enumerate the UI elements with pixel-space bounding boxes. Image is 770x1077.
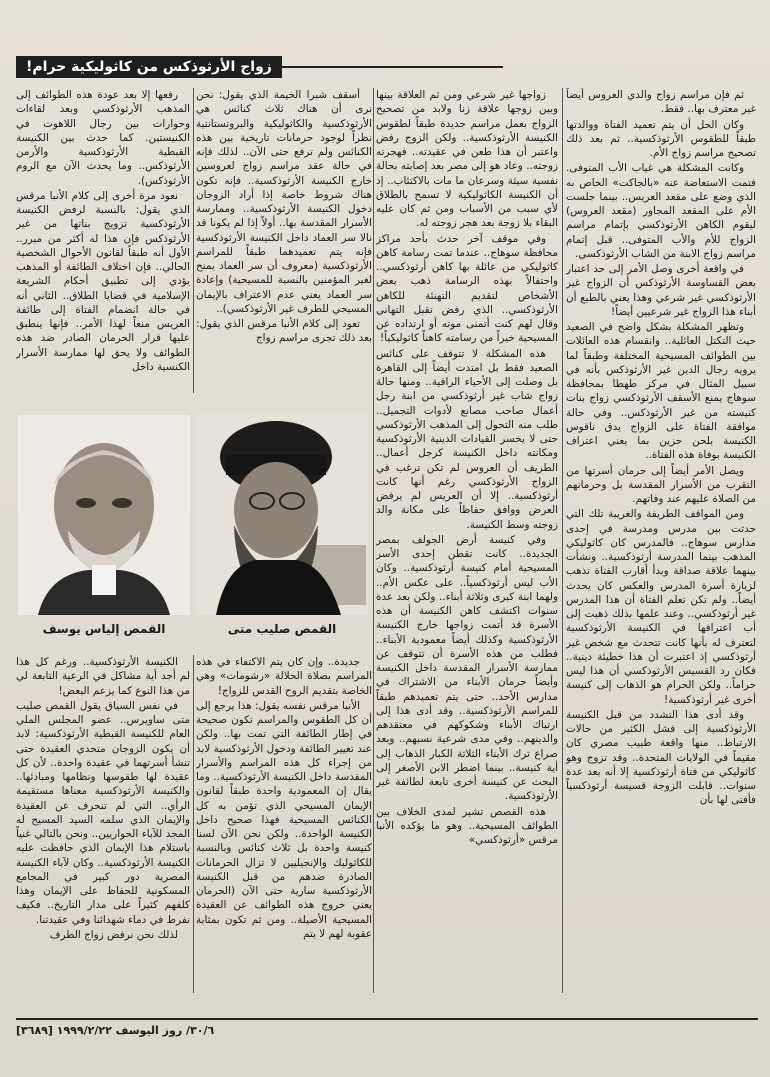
article-paragraph: هذه المشكلة لا تتوقف على كنائس الصعيد فقط بل امتدت أيضاً إلى القاهرة بل وصلت إلى الأحياء الراقية.. ومنها حالة زواج شاب غير أرثوذكسي من ابنة رجل أعمال صاحب مصانع لأدوات التجميل.. طلب منه التحول إلى المذهب الأرثوذكسي حتى لا يخسر القيادات الدينية الأرثوذكسية ومكانته داخل الكنيسة كرجل أعمال.. الطريف أن العروس لم تكن ترغب في الزواج الأرثوذكسي رغم أنها كانت أرثوذكسية.. إلا أن العريس لم يرفض العرض ووافق حفاظاً على مكانة والد زوجته وسط الكنيسة. [376,347,558,531]
column-divider [373,88,374,993]
portrait-photo-salib-matta [196,415,368,615]
photo-caption-1: القمص صليب متى [227,622,337,636]
article-paragraph: وقد أدى هذا التشدد من قبل الكنيسة الأرثوذكسية إلى فشل الكثير من حالات الارتباط.. منها واقعة طبيب مصري كان مقيماً في الولايات المتحدة.. وقد تزوج وهو كاثوليكي من فتاة أرثوذكسية إلا أنه بعد عدة سنوات.. قابلت الزوجة قسيسة أرثوذكسياً فأفتى لها بأن [566,708,756,807]
article-paragraph: زواجها غير شرعي ومن ثم العلاقة بينها وبين زوجها علاقة زنا ولابد من تصحيح الزواج بعمل مراسم جديدة طبقاً لطقوس الكنيسة الأرثوذكسية.. ولكن الزوج رفض واعتبر أن هذا طعن في عقيدته.. فهجرته زوجته.. وعاد هو إلى مصر بعد إصابته بحالة نفسية سيئة وسرعان ما مات بالاكتئاب.. إذ أن الكنيسة الكاثوليكية لا تسمح بالطلاق لأي سبب من الأسباب ومن ثم كان عليه البقاء بلا زوجة بعد هجر زوجته له. [376,89,558,230]
priest-portrait-image [196,415,368,615]
article-paragraph: أسقف شبرا الخيمة الذي يقول: نحن نرى أن هناك ثلاث كنائس هي الأرثوذكسية والكاثوليكية والبروتستانتية نظراً لوجود حرمانات تاريخية بين هذه الكنائس ولم ترفع حتى الآن.. لذلك فإنه في حالة عقد مراسم زواج لعروسين خارج الكنيسة الأرثوذكسية.. فإنه تكون هناك شروط خاصة إذا أراد الزوجان دخول الكنيسة الأرثوذكسية.. وممارسة الأسرار المقدسة بها.. أولاً إذا لم يكونا قد نالا سر العماد داخل الكنيسة الأرثوذكسية فإنه يتم تعميدهما طبقاً للمراسم الأرثوذكسية (معروف أن سر العماد يمنح لغير المؤمنين بالنسبة للمسيحية) وإعادة سر العماد يعني عدم الاعتراف بالإيمان المسيحي للطرف غير الأرثوذكسي).. [196,89,372,315]
article-paragraph: في نفس السياق يقول القمص صليب متى ساويرس.. عضو المجلس الملي العام للكنيسة القبطية الأرثوذكسية: لابد أن يكون الزوجان متحدي العقيدة حتى تنشأ أسرتهما في عقيدة واحدة.. لأن كل عقيدة لها طقوسها ونظامها ومبادئها.. والكنيسة الأرثوذكسية معناها مستقيمة الرأي.. التي لم تنحرف عن العقيدة والإيمان الذي سلمه السيد المسيح له المجد للآباء الحواريين.. ونحن بالتالي غنياً باستلام هذا الإيمان الذي حافظت عليه الكنيسة الأرثوذكسية.. وكان لآباء الكنيسة المصرية دور كبير في المجامع المسكونية للحفاظ على الإيمان وهذا كلفهم كثيراً على مدار التاريخ.. فكيف نفرط في دماء شهدائنا وفي عقيدتنا. [16,699,190,926]
article-paragraph: تعود إلى كلام الأنبا مرقس الذي يقول: بعد ذلك تجرى مراسم زواج [196,318,372,345]
article-column-1 [566,88,756,993]
article-paragraph: ثم فإن مراسم زواج والدي العروس أيضاً غير معترف بها.. فقط. [566,89,756,116]
article-paragraph: وتظهر المشكلة بشكل واضح في الصعيد حيث التكتل العائلية.. وانقسام هذه العائلات بين الطوائف المسيحية المختلفة وطبقاً لما يرويه رجال الدين غير الأرثوذكس بأنه في سبيل المثال في مركز طهطا بمحافظة سوهاج يمنع الأسقف الأرثوذكسي زواج بنات كنيسته من غير الأرثوذكس.. وفي حالة موافقة الفتاة على الزواج يدق ناقوس الكنيسة بلحن حزين بما يعني اعتراف الكنيسة بوفاة هذه الفتاة.. [566,321,756,462]
article-paragraph: ومن المواقف الطريفة والغريبة تلك التي حدثت بين مدرس ومدرسة في إحدى مدارس سوهاج.. فالمدرس كان كاثوليكي المذهب بينما المدرسة أرثوذكسية.. ونشأت بينهما علاقة صداقة وبدأ أقارب الفتاة تذهب لزيارة أسرة المدرس والعكس كان يحدث أيضاً.. ولم تكن تعلم الفتاة أن هذا المدرس غير أرثوذكسي.. وعند علمها بذلك ذهبت إلى أب اعترافها في الكنيسة الأرثوذكسية لتعترف له بأنها كانت تتحدث مع شخص غير أرثوذكسي إذ اعتبرت أن هذا خطيئة دينية.. فكان رد القسيس الأرثوذكسي أن هذا ليس حراماً.. ولكن الحرام هو الذهاب إلى كنيسة أخرى غير أرثوذكسية! [566,508,756,706]
article-paragraph: الكنيسة الأرثوذكسية.. ورغم كل هذا لم أجد أية مشاكل في الرعية التابعة لي من هذا النوع كما يزعم البعض! [16,656,190,697]
article-paragraph: في واقعة أخرى وصل الأمر إلى حد اعتبار بعض القساوسة الأرثوذكس أن الزواج غير الأرثوذكسي غير شرعي وهذا يعني بالطبع أن أبناء هذا الزواج غير شرعيين أيضاً! [566,263,756,318]
page-footer [16,1018,758,1040]
article-column-2 [376,88,558,993]
column-divider [562,88,563,993]
page-title: زواج الأرثوذكس من كاثوليكية حرام! [16,56,282,78]
photo-caption-2: القمص إلياس يوسف [42,622,166,636]
article-column-3-top [196,88,372,393]
article-paragraph: وفي كنيسة أرض الجولف بمصر الجديدة.. كانت تقطن إحدى الأسر المسيحية أمام كنيسة أرثوذكسية.. وكان الأب ليس أرثوذكسياً.. على عكس الأم.. ولهما ابنة كبرى وثلاثة أبناء.. ولكن بعد عدة سنوات اكتشف كاهن الكنيسة أن هذه الأسرة قد أتمت زواجها خارج الكنيسة الأرثوذكسية وكذلك أيضاً معمودية الأبناء.. فطلب من هذه الأسرة أن تتوقف عن ممارسة الأسرار المقدسة داخل الكنيسة وأيضاً حرمان الأبناء من الاشتراك في مدارس الأحد.. حتى يتم تعميدهم طبقاً للمراسم الأرثوذكسية.. وقد أدى هذا إلى ارتباك الأبناء وشكوكهم في معتقدهم والدينهم.. وفي مدى شرعية نسبهم.. وبعد صراع ترك الأبناء الثلاثة الكبار الذهاب إلى أية كنيسة.. بينما اضطر الابن الأصغر إلى البحث عن كنيسة أخرى تابعة لطائفة غير الأرثوذكسية. [376,533,558,803]
section-header [16,56,758,78]
footer-issue-info: ٣٠/٦/ روز اليوسف ١٩٩٩/٢/٢٢ [٣٦٨٩] [16,1023,215,1037]
portrait-photo-elias-youssef [18,415,190,615]
article-paragraph: ويصل الأمر أيضاً إلى حرمان أسرتها من التقرب من الأسرار المقدسة بل وحرمانهم من الصلاة عليهم عند وفاتهم. [566,464,756,505]
column-divider [193,88,194,393]
article-paragraph: رفعها إلا بعد عودة هذه الطوائف إلى المذهب الأرثوذكسي وبعد لقاءات وحوارات بين رجال اللاهوت في الكنيستين. كما حدث بين الكنيسة القبطية الأرثوذكسية والأرمن الأرثوذكس.. وما يحدث الآن مع الروم الأرثوذكس). [16,89,190,187]
article-column-4-bottom [16,655,190,993]
article-paragraph: جديدة.. وإن كان يتم الاكتفاء في هذه المراسم بصلاة الحلالة «رشومات» وهي الخاصة بتقديم الروح القدس للزواج! [196,656,372,697]
article-paragraph: وكانت المشكلة هي غياب الأب المتوفى. فتمت الاستعاضة عنه «بالجاكت» الخاص به الذي وضع على مقعد العريس.. بينما جلست الأم على المقعد المجاور (مقعد العروس) ليقوم الكاهن الأرثوذكسي بإتمام مراسم الزواج للأم والأب المتوفى.. قبل إتمام مراسم زواج الابنة من الشاب الأرثوذكسي. [566,162,756,260]
article-column-3-bottom [196,655,372,993]
article-paragraph: هذه القصص تشير لمدى الخلاف بين الطوائف المسيحية.. وهو ما يؤكده الأنبا مرقس «أرثوذكسي» [376,805,558,846]
article-paragraph: وكان الحل أن يتم تعميد الفتاة ووالدتها طبقاً للطقوس الأرثوذكسية.. ثم بعد ذلك تصحيح مراسم زواج الأم. [566,118,756,159]
column-divider [193,655,194,993]
article-paragraph: الأنبا مرقس نفسه يقول: هذا يرجع إلى أن كل الطقوس والمراسم تكون صحيحة في إطار الطائفة التي تمت بها.. ولكن عند تغيير الطائفة ودخول الأرثوذكسية لابد من إجراء كل هذه المراسم والأسرار المقدسة داخل الكنيسة الأرثوذكسية.. وما يقال إن المعمودية واحدة طبقاً لقانون الإيمان المسيحي الذي تؤمن به كل الكنائس المسيحية فهذا صحيح داخل الكنيسة الواحدة.. ولكن نحن الآن لسنا كنيسة واحدة بل ثلاث كنائس وبالنسبة للكاثوليك والإنجيليين لا تزال الحرمانات الصادرة ضدهم من قبل الكنيسة الأرثوذكسية سارية حتى الآن (الحرمان يعني خروج هذه الطوائف عن العقيدة المسيحية الأصيلة.. ومن ثم تكون بمثابة عقوبة لهم لا يتم [196,699,372,940]
article-paragraph: نعود مرة أخرى إلى كلام الأنبا مرقس الذي يقول: بالنسبة لرفض الكنيسة الأرثوذكسية تزويج بناتها من غير الأرثوذكس فإن هذا له أكثر من مبرر.. الأول أنه طبقاً لقانون الأحوال الشخصية الحالي.. فإن اختلاف الطائفة أو المذهب يؤدي إلى تطبيق أحكام الشريعة الإسلامية في قضايا الطلاق.. الثاني أنه في حالة انضمام الفتاة إلى طائفة العريس منعاً لهذا الأمر.. فإنها ينطبق عليها قرار الحرمان الصادر ضد هذه الطوائف ولا يحق لها ممارسة الأسرار الكنسية داخل [16,189,190,373]
priest-portrait-image [18,415,190,615]
article-column-4-top [16,88,190,393]
article-paragraph: وفي موقف آخر حدث بأحد مراكز محافظة سوهاج.. عندما تمت رسامة كاهن كاثوليكي من عائلة بها كاهن أرثوذكسي.. واحتفالاً بهذه الرسامة ذهب بعض الأشخاص لتقديم التهنئة للكاهن الأرثوذكسي.. الذي رفض تقبل التهاني وقال لهم كنت أتمنى موته أو ارتداده عن المسيحية خيراً من رسامته كاهناً كاثوليكياً! [376,232,558,345]
article-paragraph: لذلك نحن نرفض زواج الطرف [49,928,178,941]
